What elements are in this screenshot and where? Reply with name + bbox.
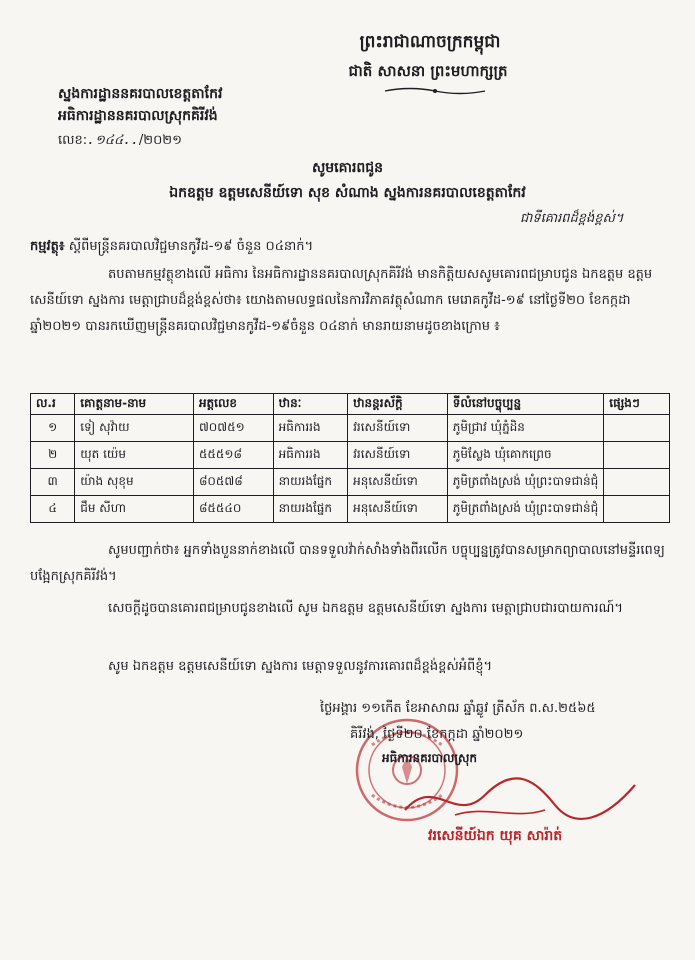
cell-position: នាយរងផ្នែក — [273, 496, 347, 523]
lunar-date: ថ្ងៃអង្គារ ១១កើត ខែអាសាឍ ឆ្នាំឆ្លូវ ត្រីស័ក ព.ស.២៥៦៥ — [320, 701, 596, 716]
body-paragraph-3 — [30, 596, 670, 622]
table-row — [31, 469, 670, 496]
col-name: គោត្តនាម-នាម — [75, 394, 194, 415]
subject-text: ស្តីពីមន្ត្រីនគរបាលវិជ្ជមានកូវីដ-១៩ ចំនួន ០៤នាក់។ — [64, 239, 314, 254]
cell-rank: អនុសេនីយ៍ទោ — [348, 469, 448, 496]
handwritten-signature — [395, 770, 645, 830]
cell-rank: វរសេនីយ៍ទោ — [348, 442, 448, 469]
body-paragraph-1 — [30, 262, 670, 372]
col-id: អត្តលេខ — [193, 394, 273, 415]
cell-id: ៨០៥៧៨ — [193, 469, 273, 496]
table-row — [31, 496, 670, 523]
cell-address: ភូមិស្លែង ឃុំគោកព្រេច — [447, 442, 604, 469]
cell-name: ទៀ សុវ៉ាយ — [75, 415, 194, 442]
table-header-row — [31, 394, 670, 415]
body-paragraph-2-text: សូមបញ្ជាក់ថា៖ អ្នកទាំងបួននាក់ខាងលើ បានទទួលវ៉ាក់សាំងទាំងពីរលើក បច្ចុប្បន្នត្រូវបានសម្រាកព្យាបាលនៅមន្ទីរពេទ្យបង្អែកស្រុកគិរីវង់។ — [30, 543, 665, 584]
col-no: ល.រ — [31, 394, 75, 415]
honorific: ជាទីគោរពដ៏ខ្ពង់ខ្ពស់។ — [520, 211, 624, 226]
cell-name: យុត យ៉េម — [75, 442, 194, 469]
reference-number — [58, 132, 182, 151]
col-position: ឋានៈ — [273, 394, 347, 415]
place-and-date: គិរីវង់, ថ្ងៃទី២០ ខែកក្កដា ឆ្នាំ២០២១ — [350, 727, 524, 742]
body-paragraph-4 — [30, 654, 670, 680]
cell-position: អធិការរង — [273, 415, 347, 442]
cell-position: អធិការរង — [273, 442, 347, 469]
subject-line — [30, 238, 313, 257]
recipient: ឯកឧត្តម ឧត្តមសេនីយ៍ទោ សុខ សំណាង ស្នងការនគរបាលខេត្តតាកែវ — [169, 185, 526, 201]
cell-position: នាយរងផ្នែក — [273, 469, 347, 496]
reference-label: លេខ: — [58, 133, 88, 148]
cell-other — [604, 442, 670, 469]
officers-table — [30, 393, 670, 523]
body-paragraph-1-text: តបតាមកម្មវត្ថុខាងលើ អធិការ នៃអធិការដ្ឋាននគរបាលស្រុកគិរីវង់ មានកិត្តិយសសូមគោរពជម្រាបជូន ឯកឧត្តម ឧត្តមសេនីយ៍ទោ ស្នងការ មេត្តាជ្រាបដ៏ខ្ពង់ខ្ពស់ថា៖ យោងតាមលទ្ធផលនៃការវិភាគវត្ថុសំណាក មេរោគកូវីដ-១៩ នៅថ្ងៃទី២០ ខែកក្កដា ឆ្នាំ២០២១ បានរកឃើញមន្ត្រីនគរបាលវិជ្ជមានកូវីដ-១៩ចំនួន ០៤នាក់ មានរាយនាមដូចខាងក្រោម ៖ — [30, 267, 653, 334]
col-rank: ឋានន្តរស័ក្តិ — [348, 394, 448, 415]
sender-department: ស្នងការដ្ឋាននគរបាលខេត្តតាកែវ — [58, 86, 223, 102]
reference-year: /២០២១ — [138, 133, 182, 148]
cell-id: ៧០៧៥១ — [193, 415, 273, 442]
cell-other — [604, 469, 670, 496]
sender-office: អធិការដ្ឋាននគរបាលស្រុកគិរីវង់ — [58, 108, 218, 124]
cell-id: ៥៥៥១៨ — [193, 442, 273, 469]
col-other: ផ្សេងៗ — [604, 394, 670, 415]
body-paragraph-3-text: សេចក្តីដូចបានគោរពជម្រាបជូនខាងលើ សូម ឯកឧត្តម ឧត្តមសេនីយ៍ទោ ស្នងការ មេត្តាជ្រាបជារបាយការណ៍។ — [108, 601, 623, 616]
cell-other — [604, 415, 670, 442]
table-row — [31, 442, 670, 469]
cell-no: ១ — [31, 415, 75, 442]
cell-name: ជឹម សីហា — [75, 496, 194, 523]
cell-address: ភូមិត្រពាំងស្រង់ ឃុំព្រះបាទជាន់ជុំ — [447, 469, 604, 496]
greeting: សូមគោរពជូន — [311, 160, 384, 176]
cell-no: ៤ — [31, 496, 75, 523]
signer-name: វរសេនីយ៍ឯក យុគ សារ៉ាត់ — [428, 828, 563, 844]
cell-no: ៣ — [31, 469, 75, 496]
cell-rank: វរសេនីយ៍ទោ — [348, 415, 448, 442]
national-motto: ជាតិ សាសនា ព្រះមហាក្សត្រ — [348, 62, 508, 80]
kingdom-title: ព្រះរាជាណាចក្រកម្ពុជា — [359, 32, 501, 52]
cell-rank: អនុសេនីយ៍ទោ — [348, 496, 448, 523]
signer-title: អធិការនគរបាលស្រុក — [382, 751, 477, 765]
body-paragraph-4-text: សូម ឯកឧត្តម ឧត្តមសេនីយ៍ទោ ស្នងការ មេត្តាទទួលនូវការគោរពដ៏ខ្ពង់ខ្ពស់អំពីខ្ញុំ។ — [108, 659, 493, 674]
table-row — [31, 415, 670, 442]
col-address: ទីលំនៅបច្ចុប្បន្ន — [447, 394, 604, 415]
cell-address: ភូមិត្រពាំងស្រង់ ឃុំព្រះបាទជាន់ជុំ — [447, 496, 604, 523]
cell-address: ភូមិជ្រាវ ឃុំភ្នំដិន — [447, 415, 604, 442]
reference-value: .១៤៤.. — [87, 133, 139, 148]
subject-label: កម្មវត្ថុ៖ — [30, 239, 65, 254]
body-paragraph-2 — [30, 538, 670, 590]
cell-name: យ៉ាង សុខុម — [75, 469, 194, 496]
cell-id: ៨៥៥៤០ — [193, 496, 273, 523]
cell-other — [604, 496, 670, 523]
cell-no: ២ — [31, 442, 75, 469]
ornament-divider — [380, 86, 490, 96]
